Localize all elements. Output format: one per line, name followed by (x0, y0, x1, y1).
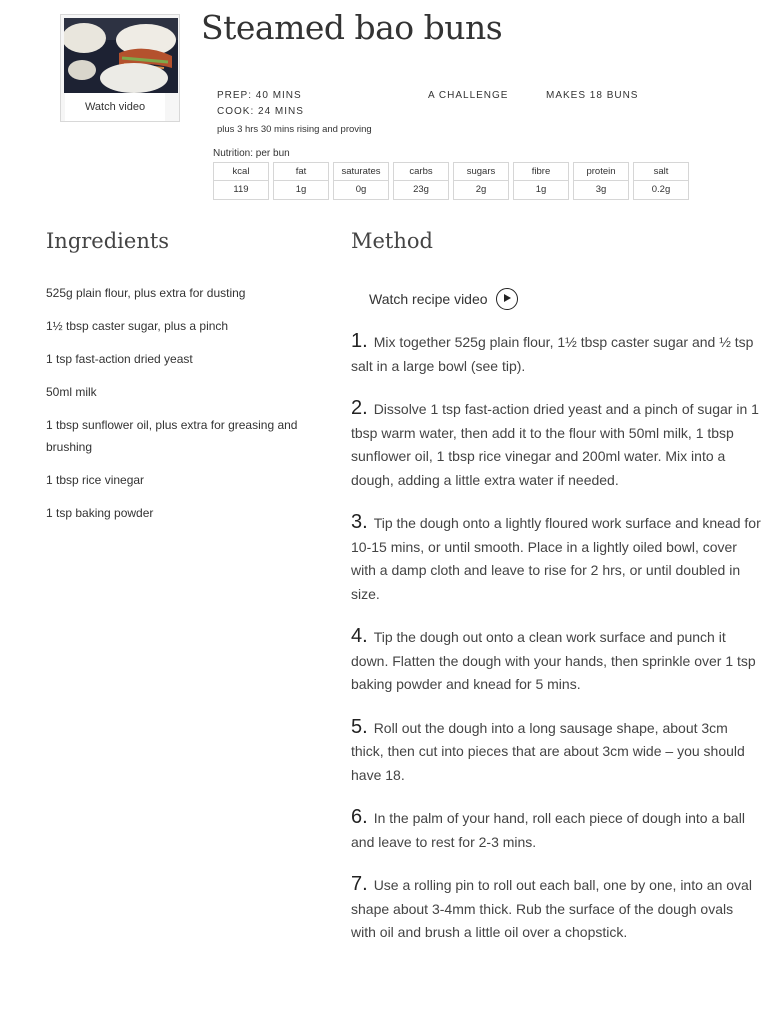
watch-recipe-video-button[interactable] (369, 288, 518, 310)
cook-time: COOK: 24 MINS (217, 106, 304, 117)
method-step (351, 511, 761, 606)
ingredient-item: 1 tsp fast-action dried yeast (46, 352, 193, 366)
step-text: Dissolve 1 tsp fast-action dried yeast and a pinch of sugar in 1 tbsp warm water, then add it to the flour with 50ml milk, 1 tbsp sunflower oil, 1 tbsp rice vinegar and 200ml water. Mix into a dough, adding a little extra water if needed. (351, 401, 759, 488)
method-step (351, 397, 761, 492)
step-number: 1. (351, 330, 368, 352)
method-step (351, 806, 761, 854)
ingredient-item: 525g plain flour, plus extra for dusting (46, 286, 246, 300)
method-steps (351, 330, 761, 964)
nutrition-fat: fat 1g (273, 162, 329, 200)
step-text: Use a rolling pin to roll out each ball, one by one, into an oval shape about 3-4mm thick. Rub the surface of the dough ovals with oil and brush a little oil over a chopstick. (351, 877, 752, 940)
watch-recipe-video-label: Watch recipe video (369, 291, 488, 307)
step-number: 5. (351, 715, 368, 738)
step-number: 7. (351, 873, 368, 895)
step-number: 6. (351, 806, 368, 828)
recipe-title: Steamed bao buns (201, 8, 503, 47)
ingredient-item: 1 tbsp rice vinegar (46, 473, 145, 487)
method-heading: Method (351, 229, 433, 253)
ingredient-item: 1½ tbsp caster sugar, plus a pinch (46, 319, 229, 333)
difficulty: A CHALLENGE (428, 90, 509, 101)
method-step (351, 330, 761, 378)
step-text: Roll out the dough into a long sausage shape, about 3cm thick, then cut into pieces that are about 3cm wide – you should have 18. (351, 719, 745, 783)
nutrition-kcal: kcal 119 (213, 162, 269, 200)
nutrition-label: Nutrition: per bun (213, 148, 290, 159)
watch-video-link[interactable]: Watch video (65, 93, 165, 121)
step-text: Tip the dough onto a lightly floured work surface and knead for 10-15 mins, or until smooth. Place in a lightly oiled bowl, cover with a damp cloth and leave to rise for 2 hrs, or until doubled in size. (351, 515, 761, 602)
ingredient-item: 1 tbsp sunflower oil, plus extra for greasing and brushing (46, 418, 298, 454)
step-number: 2. (351, 397, 368, 419)
nutrition-carbs: carbs 23g (393, 162, 449, 200)
step-text: In the palm of your hand, roll each piece of dough into a ball and leave to rest for 2-3 mins. (351, 810, 745, 850)
nutrition-protein: protein 3g (573, 162, 629, 200)
recipe-thumbnail[interactable] (60, 14, 180, 122)
ingredients-heading: Ingredients (46, 229, 170, 253)
method-step (351, 873, 761, 945)
method-step (351, 716, 761, 788)
prep-time: PREP: 40 MINS (217, 90, 302, 101)
nutrition-salt: salt 0.2g (633, 162, 689, 200)
step-text: Mix together 525g plain flour, 1½ tbsp caster sugar and ½ tsp salt in a large bowl (see tip). (351, 334, 754, 374)
extra-time: plus 3 hrs 30 mins rising and proving (217, 124, 372, 135)
step-text: Tip the dough out onto a clean work surface and punch it down. Flatten the dough with your hands, then sprinkle over 1 tsp baking powder and knead for 5 mins. (351, 629, 756, 692)
ingredient-item: 50ml milk (46, 385, 97, 399)
ingredient-item: 1 tsp baking powder (46, 506, 154, 520)
nutrition-fibre: fibre 1g (513, 162, 569, 200)
nutrition-sugars: sugars 2g (453, 162, 509, 200)
step-number: 3. (351, 511, 368, 533)
method-step (351, 625, 761, 697)
step-number: 4. (351, 625, 368, 647)
bao-buns-photo (64, 18, 178, 93)
nutrition-table (213, 162, 689, 200)
play-circle-icon[interactable] (496, 288, 518, 310)
servings: MAKES 18 BUNS (546, 90, 639, 101)
nutrition-saturates: saturates 0g (333, 162, 389, 200)
ingredients-list (46, 282, 316, 535)
